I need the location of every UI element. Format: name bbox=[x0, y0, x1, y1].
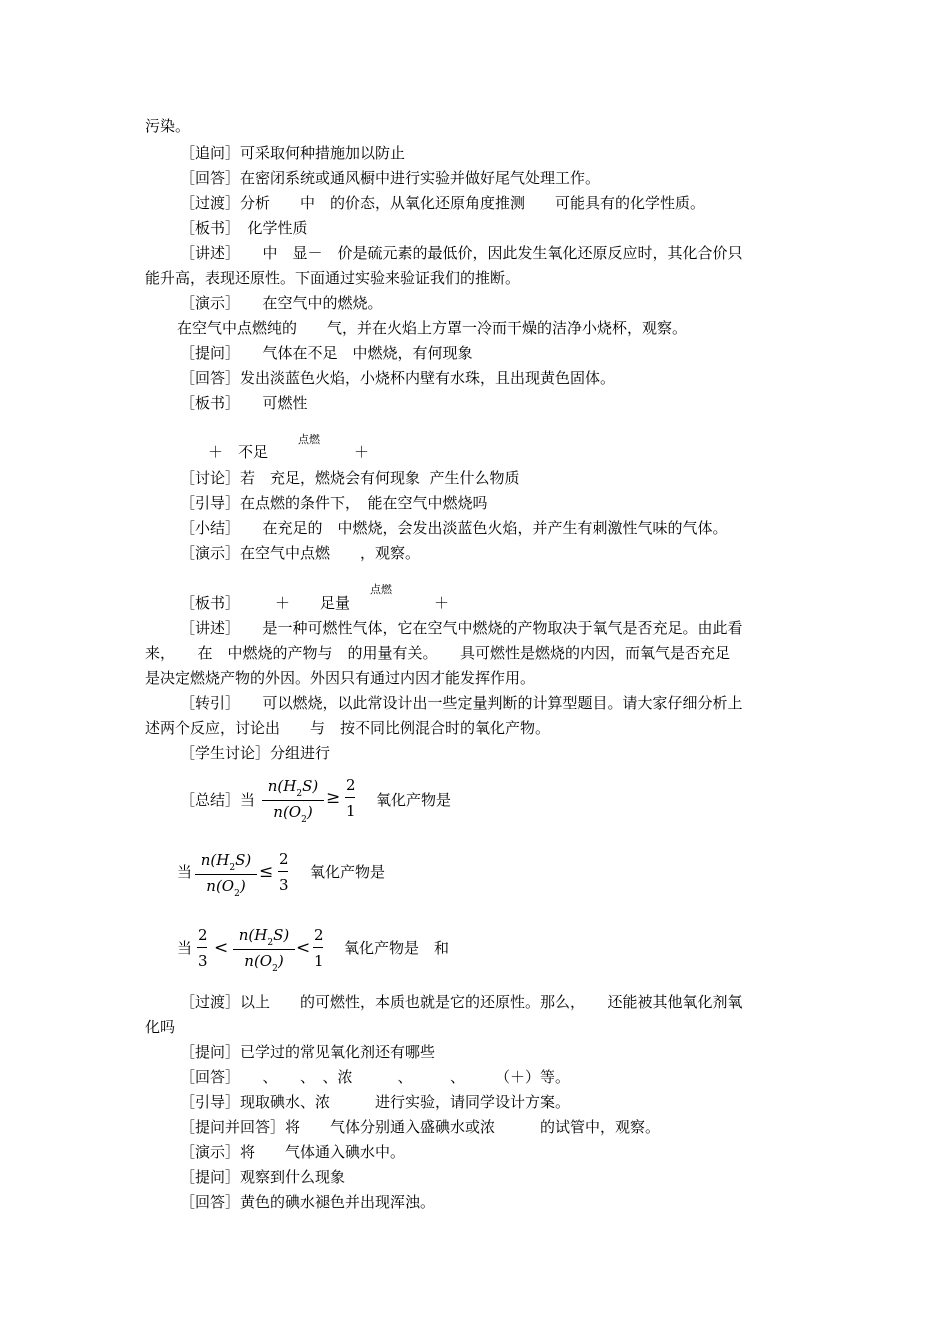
text-line: ［演示］ 在空气中的燃烧。 bbox=[180, 294, 383, 312]
ge-symbol: ≥ bbox=[326, 788, 341, 808]
reaction-equation: ＋ 不足 bbox=[208, 443, 269, 461]
ratio-numerator: 2 bbox=[346, 776, 356, 794]
text-line: ［回答］发出淡蓝色火焰，小烧杯内壁有水珠，且出现黄色固体。 bbox=[180, 369, 616, 387]
text-line: 化吗 bbox=[145, 1018, 176, 1036]
summary-label: ［总结］当 bbox=[180, 791, 256, 809]
text-line: ［转引］ 可以燃烧，以此常设计出一些定量判断的计算型题目。请大家仔细分析上 bbox=[180, 694, 743, 712]
ratio-denominator: 1 bbox=[314, 952, 324, 970]
text-line: ［讲述］ 中 显－ 价是硫元素的最低价，因此发生氧化还原反应时，其化合价只 bbox=[180, 244, 743, 262]
text-line: 来， 在 中燃烧的产物与 的用量有关。 具可燃性是燃烧的内因，而氧气是否充足 bbox=[145, 644, 731, 662]
text-line: ［回答］黄色的碘水褪色并出现浑浊。 bbox=[180, 1193, 436, 1211]
dang-label: 当 bbox=[177, 939, 193, 957]
ratio-numerator: 2 bbox=[279, 850, 289, 868]
text-line: ［演示］将 气体通入碘水中。 bbox=[180, 1143, 406, 1161]
text-line: 是决定燃烧产物的外因。外因只有通过内因才能发挥作用。 bbox=[145, 669, 536, 687]
text-line: ［讲述］ 是一种可燃性气体，它在空气中燃烧的产物取决于氧气是否充足。由此看 bbox=[180, 619, 743, 637]
text-line: ［过渡］分析 中 的价态，从氧化还原角度推测 可能具有的化学性质。 bbox=[180, 194, 706, 212]
text-line: ［板书］ bbox=[180, 594, 241, 612]
le-symbol: ≤ bbox=[259, 862, 274, 882]
text-line: 污染。 bbox=[145, 117, 191, 135]
ratio-numerator: 2 bbox=[314, 926, 324, 944]
text-line: ［回答］ 、 、 、浓 、 、 （＋）等。 bbox=[180, 1068, 571, 1086]
ratio-fraction: $n(H_2S)$ $n(O_2)$ bbox=[262, 776, 324, 825]
text-line: ［过渡］以上 的可燃性，本质也就是它的还原性。那么， 还能被其他氧化剂氧 bbox=[180, 993, 743, 1011]
text-line: ［演示］在空气中点燃 ，观察。 bbox=[180, 544, 421, 562]
text-line: ［提问］已学过的常见氧化剂还有哪些 bbox=[180, 1043, 436, 1061]
dang-label: 当 bbox=[177, 863, 193, 881]
text-line: ［引导］在点燃的条件下， 能在空气中燃烧吗 bbox=[180, 494, 488, 512]
ratio-fraction: $n(H_2S)$ $n(O_2)$ bbox=[233, 925, 295, 974]
text-line: ［追问］可采取何种措施加以防止 bbox=[180, 144, 406, 162]
text-line: ［板书］ 可燃性 bbox=[180, 394, 308, 412]
ratio-denominator: 3 bbox=[198, 952, 208, 970]
text-line: ［回答］在密闭系统或通风橱中进行实验并做好尾气处理工作。 bbox=[180, 169, 601, 187]
text-line: ［板书］ 化学性质 bbox=[180, 219, 308, 237]
text-line: 述两个反应，讨论出 与 按不同比例混合时的氧化产物。 bbox=[145, 719, 551, 737]
text-line: ［小结］ 在充足的 中燃烧，会发出淡蓝色火焰，并产生有刺激性气味的气体。 bbox=[180, 519, 728, 537]
text-line: ［提问并回答］将 气体分别通入盛碘水或浓 的试管中，观察。 bbox=[180, 1118, 661, 1136]
text-line: 能升高，表现还原性。下面通过实验来验证我们的推断。 bbox=[145, 269, 521, 287]
reaction-condition: 点燃 bbox=[298, 433, 320, 446]
text-line: ［提问］ 气体在不足 中燃烧，有何现象 bbox=[180, 344, 473, 362]
lt-symbol: < bbox=[214, 938, 229, 958]
reaction-equation-plus: ＋ bbox=[354, 443, 370, 461]
text-line: 氧化产物是 bbox=[376, 791, 452, 809]
reaction-equation: ＋ 足量 bbox=[275, 594, 351, 612]
text-line: 氧化产物是 和 bbox=[344, 939, 450, 957]
text-line: 在空气中点燃纯的 气，并在火焰上方罩一冷而干燥的洁净小烧杯，观察。 bbox=[177, 319, 688, 337]
ratio-fraction: $n(H_2S)$ $n(O_2)$ bbox=[195, 850, 257, 899]
ratio-denominator: 1 bbox=[346, 802, 356, 820]
reaction-condition: 点燃 bbox=[370, 583, 392, 596]
text-line: ［提问］观察到什么现象 bbox=[180, 1168, 346, 1186]
ratio-numerator: 2 bbox=[198, 926, 208, 944]
lt-symbol: < bbox=[296, 938, 311, 958]
text-line: ［引导］现取碘水、浓 进行实验，请同学设计方案。 bbox=[180, 1093, 571, 1111]
text-line: ［学生讨论］分组进行 bbox=[180, 744, 331, 762]
text-line: ［讨论］若 充足，燃烧会有何现象 产生什么物质 bbox=[180, 469, 520, 487]
text-line: 氧化产物是 bbox=[310, 863, 386, 881]
reaction-equation-plus: ＋ bbox=[434, 594, 450, 612]
ratio-denominator: 3 bbox=[279, 876, 289, 894]
